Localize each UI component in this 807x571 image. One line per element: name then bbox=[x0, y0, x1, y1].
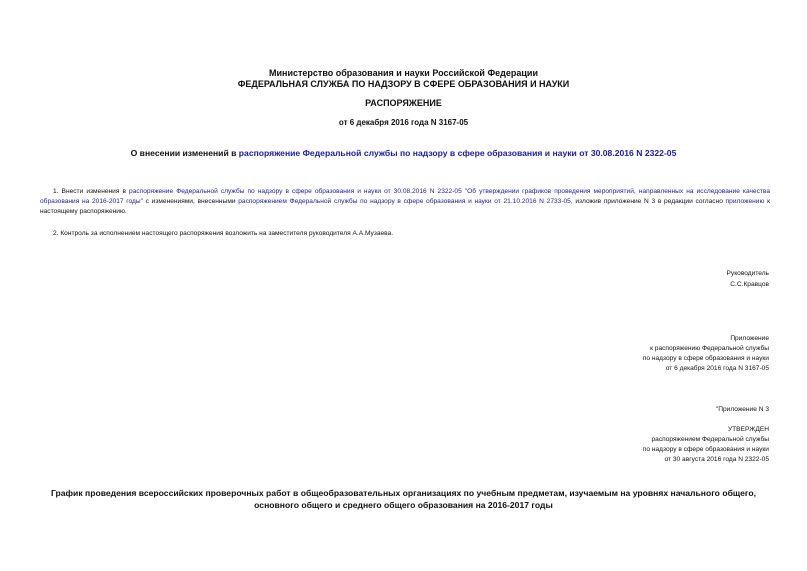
appendix-line-1: Приложение bbox=[730, 335, 769, 342]
appendix-3-line-3: от 30 августа 2016 года N 2322-05 bbox=[664, 456, 769, 463]
appendix-3-approved: УТВЕРЖДЕН bbox=[727, 426, 769, 433]
p1-text-3: , изложив приложение N 3 в редакции согласно bbox=[570, 198, 726, 205]
schedule-title-line-1: График проведения всероссийских проверочных работ в общеобразовательных организациях по учебным предметам, изучаемым на уровнях начального общего, bbox=[50, 488, 757, 498]
ministry-title: Министерство образования и науки Российской Федерации bbox=[269, 68, 538, 78]
subject-link[interactable]: распоряжение Федеральной службы по надзору в сфере образования и науки от 30.08.2016 N 2322-05 bbox=[238, 148, 677, 158]
subject-prefix: О внесении изменений в bbox=[130, 148, 239, 158]
schedule-title bbox=[0, 487, 807, 511]
service-title: ФЕДЕРАЛЬНАЯ СЛУЖБА ПО НАДЗОРУ В СФЕРЕ ОБРАЗОВАНИЯ И НАУКИ bbox=[237, 79, 570, 89]
appendix-3-line-2: по надзору в сфере образования и науки bbox=[642, 446, 769, 453]
appendix-3-title: "Приложение N 3 bbox=[715, 406, 769, 413]
paragraph-1 bbox=[40, 187, 770, 217]
p1-link-order-2322[interactable]: распоряжение Федеральной службы по надзору в сфере образования и науки от 30.08.2016 N 2322-05 "Об утверждении графиков проведения мероприятий, направленных на исследование качества образования на 2016-2017 годы" bbox=[40, 188, 770, 205]
paragraph-2: 2. Контроль за исполнением настоящего распоряжения возложить на заместителя руководителя А.А.Музаева. bbox=[53, 230, 394, 237]
p1-text-1: 1. Внести изменения в bbox=[53, 188, 130, 195]
appendix-header bbox=[569, 334, 769, 374]
p1-link-order-2733[interactable]: распоряжением Федеральной службы по надзору в сфере образования и науки от 21.10.2016 N 2733-05 bbox=[238, 198, 571, 205]
appendix-3-header bbox=[569, 405, 769, 465]
schedule-title-line-2: основного общего и среднего общего образования на 2016-2017 годы bbox=[254, 500, 553, 510]
document-type: РАСПОРЯЖЕНИЕ bbox=[365, 98, 442, 108]
appendix-line-3: по надзору в сфере образования и науки bbox=[642, 355, 769, 362]
signature-role: Руководитель bbox=[726, 270, 769, 277]
appendix-3-line-1: распоряжением Федеральной службы bbox=[651, 436, 769, 443]
document-subject bbox=[0, 148, 807, 158]
appendix-line-4: от 6 декабря 2016 года N 3167-05 bbox=[665, 365, 769, 372]
p1-text-2: с изменениями, внесенными bbox=[142, 198, 239, 205]
appendix-line-2: к распоряжению Федеральной службы bbox=[650, 345, 769, 352]
signature-name: С.С.Кравцов bbox=[730, 281, 769, 288]
document-date: от 6 декабря 2016 года N 3167-05 bbox=[338, 118, 469, 127]
p1-link-appendix[interactable]: приложению bbox=[725, 198, 765, 205]
p1-text-4: к настоящему распоряжению. bbox=[40, 198, 770, 215]
